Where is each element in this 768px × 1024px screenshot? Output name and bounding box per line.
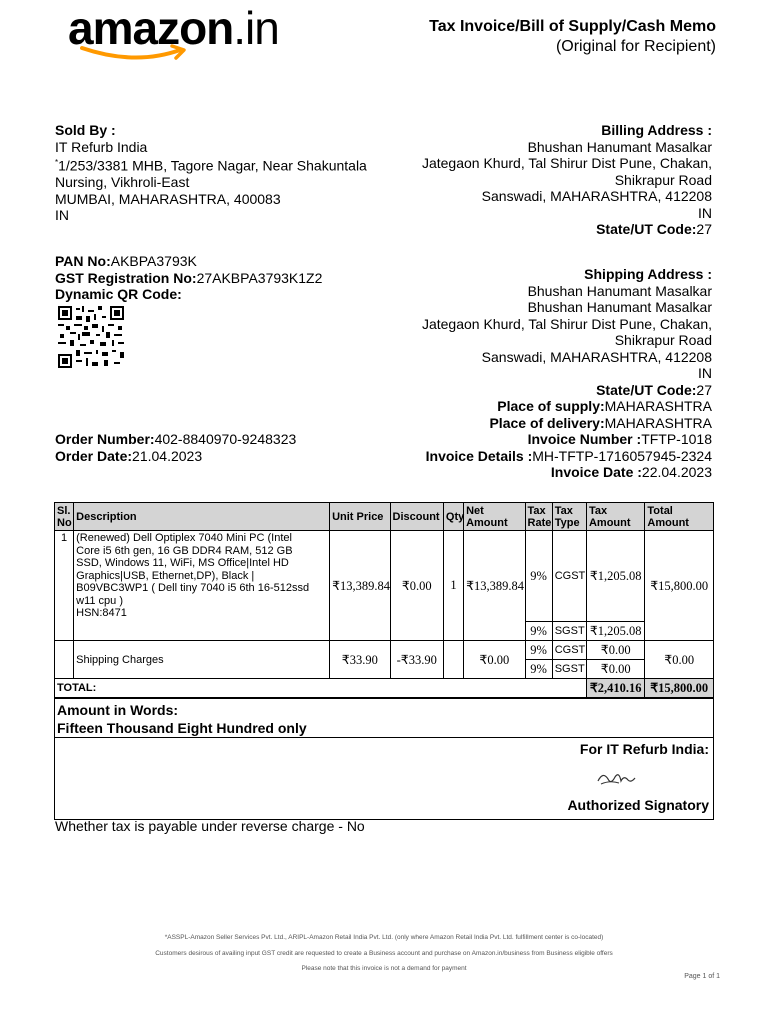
place-of-supply: MAHARASHTRA [604, 398, 712, 414]
place-of-delivery: MAHARASHTRA [604, 414, 712, 431]
reverse-charge-note: Whether tax is payable under reverse charge - No [55, 818, 365, 834]
shipping-tax-amount: ₹0.00 [586, 660, 644, 679]
total-tax: ₹2,410.16 [586, 679, 644, 698]
invoice-number-label: Invoice Number : [527, 431, 642, 447]
qr-code-icon [58, 306, 124, 368]
total-row [55, 679, 714, 698]
col-discount: Discount [390, 503, 443, 531]
seller-country: IN [55, 207, 69, 224]
item-tax-rate: 9% [525, 622, 552, 641]
shipping-state-label: State/UT Code: [596, 381, 697, 398]
footer-line2: Customers desirous of availing input GST credit are requested to create a Business account and purchase on Amazon.in/business from Business eligible offers [155, 950, 613, 957]
billing-line1: Jategaon Khurd, Tal Shirur Dist Pune, Chakan, [421, 155, 712, 171]
items-table [54, 502, 714, 698]
shipping-discount: -₹33.90 [390, 641, 443, 679]
amount-words-label: Amount in Words: [57, 702, 179, 718]
table-header-row [55, 503, 714, 531]
amount-in-words-box [54, 698, 714, 820]
signature-icon [595, 769, 639, 789]
shipping-country: IN [698, 365, 712, 381]
item-discount: ₹0.00 [390, 531, 443, 641]
amount-words-value: Fifteen Thousand Eight Hundred only [57, 720, 307, 736]
item-tax-rate: 9% [525, 531, 552, 622]
item-hsn: HSN:8471 [76, 607, 127, 619]
invoice-date-label: Invoice Date : [550, 464, 642, 480]
order-number: 402-8840970-9248323 [154, 431, 297, 447]
shipping-tax-amount: ₹0.00 [586, 641, 644, 660]
invoice-subtitle: (Original for Recipient) [555, 38, 716, 55]
shipping-label: Shipping Address : [584, 266, 712, 282]
invoice-block [426, 431, 712, 481]
billing-block [422, 122, 712, 238]
authorized-signatory: Authorized Signatory [567, 797, 709, 813]
shipping-block [422, 266, 712, 431]
pan-label: PAN No: [55, 253, 111, 269]
shipping-line1: Jategaon Khurd, Tal Shirur Dist Pune, Chakan, [421, 315, 712, 332]
pan-value: AKBPA3793K [110, 253, 197, 269]
item-tax-type: SGST [552, 622, 586, 641]
shipping-tax-rate: 9% [525, 641, 552, 660]
shipping-net-amount: ₹0.00 [464, 641, 525, 679]
seller-address-line1 [55, 155, 367, 174]
seller-name: IT Refurb India [55, 138, 148, 155]
shipping-unit-price: ₹33.90 [330, 641, 390, 679]
col-tax-rate: Tax Rate [525, 503, 552, 531]
col-tax-type: Tax Type [552, 503, 586, 531]
billing-state-code: 27 [696, 221, 712, 237]
place-of-delivery-label: Place of delivery: [489, 414, 605, 431]
shipping-line2: Shikrapur Road [614, 332, 712, 348]
col-total-amount: Total Amount [645, 503, 714, 531]
order-number-label: Order Number: [55, 431, 155, 447]
col-qty: Qty [443, 503, 463, 531]
shipping-name2: Bhushan Hanumant Masalkar [527, 299, 712, 315]
table-row [55, 531, 714, 622]
order-block [55, 431, 296, 464]
seller-address-line1-text: 1/253/3381 MHB, Tagore Nagar, Near Shakuntala [58, 157, 367, 174]
item-unit-price: ₹13,389.84 [330, 531, 390, 641]
col-tax-amount: Tax Amount [586, 503, 644, 531]
item-tax-amount: ₹1,205.08 [586, 531, 644, 622]
seller-address-marker: * [55, 158, 59, 167]
item-tax-amount: ₹1,205.08 [586, 622, 644, 641]
total-label: TOTAL: [55, 679, 587, 698]
shipping-tax-rate: 9% [525, 660, 552, 679]
table-row [55, 641, 714, 660]
col-net-amount: Net Amount [464, 503, 525, 531]
footer-line3: Please note that this invoice is not a demand for payment [301, 965, 467, 972]
invoice-number: TFTP-1018 [641, 431, 712, 447]
amount-words [57, 701, 307, 737]
billing-country: IN [698, 204, 712, 221]
order-date-label: Order Date: [55, 447, 133, 464]
col-unit-price: Unit Price [330, 503, 390, 531]
footer-line1: *ASSPL-Amazon Seller Services Pvt. Ltd., ARIPL-Amazon Retail India Pvt. Ltd. (only where Amazon Retail India Pvt. Ltd. fulfillment center is co-located) [164, 934, 604, 941]
item-net-amount: ₹13,389.84 [464, 531, 525, 641]
shipping-tax-type: CGST [552, 641, 586, 660]
gst-label: GST Registration No: [55, 269, 197, 286]
invoice-details: MH-TFTP-1716057945-2324 [532, 447, 712, 464]
col-sl: Sl. No [55, 503, 74, 531]
shipping-state-code: 27 [696, 381, 712, 398]
shipping-description: Shipping Charges [74, 641, 330, 679]
invoice-date: 22.04.2023 [641, 464, 712, 480]
col-description: Description [74, 503, 330, 531]
order-date: 21.04.2023 [132, 447, 203, 464]
invoice-details-label: Invoice Details : [425, 447, 533, 464]
item-sl: 1 [55, 531, 74, 641]
invoice-title: Tax Invoice/Bill of Supply/Cash Memo [429, 18, 716, 35]
billing-name: Bhushan Hanumant Masalkar [527, 138, 712, 155]
place-of-supply-label: Place of supply: [497, 398, 605, 414]
shipping-total: ₹0.00 [645, 641, 714, 679]
shipping-name1: Bhushan Hanumant Masalkar [527, 282, 712, 299]
logo-suffix: .in [233, 2, 279, 54]
total-amount: ₹15,800.00 [645, 679, 714, 698]
seller-tax-ids [55, 253, 322, 303]
seller-label: Sold By : [55, 122, 116, 138]
item-tax-type: CGST [552, 531, 586, 622]
shipping-tax-type: SGST [552, 660, 586, 679]
billing-line3: Sanswadi, MAHARASHTRA, 412208 [481, 188, 712, 204]
item-total: ₹15,800.00 [645, 531, 714, 641]
billing-line2: Shikrapur Road [614, 171, 712, 188]
seller-address-line2: Nursing, Vikhroli-East [55, 174, 190, 191]
shipping-line3: Sanswadi, MAHARASHTRA, 412208 [481, 348, 712, 365]
billing-state-label: State/UT Code: [596, 221, 697, 237]
seller-address-line3: MUMBAI, MAHARASHTRA, 400083 [55, 190, 281, 207]
item-qty: 1 [443, 531, 463, 641]
item-description: (Renewed) Dell Optiplex 7040 Mini PC (Intel Core i5 6th gen, 16 GB DDR4 RAM, 512 GB SSD, Windows 11, WiFi, MS Office|Intel HD Graphics|USB, Ethernet,DP), Black | B09VBC3WP1 ( Dell tiny 7040 i5 6th 16-512ssd w11 cpu ) HSN:8471 [74, 531, 330, 641]
page-number: Page 1 of 1 [684, 973, 720, 980]
amazon-smile-icon [80, 44, 190, 62]
seller-block [55, 122, 367, 224]
billing-label: Billing Address : [601, 122, 712, 138]
for-company-label: For IT Refurb India: [579, 741, 709, 757]
gst-value: 27AKBPA3793K1Z2 [196, 269, 323, 286]
qr-label: Dynamic QR Code: [55, 286, 182, 302]
logo-text: amazon [68, 2, 234, 54]
